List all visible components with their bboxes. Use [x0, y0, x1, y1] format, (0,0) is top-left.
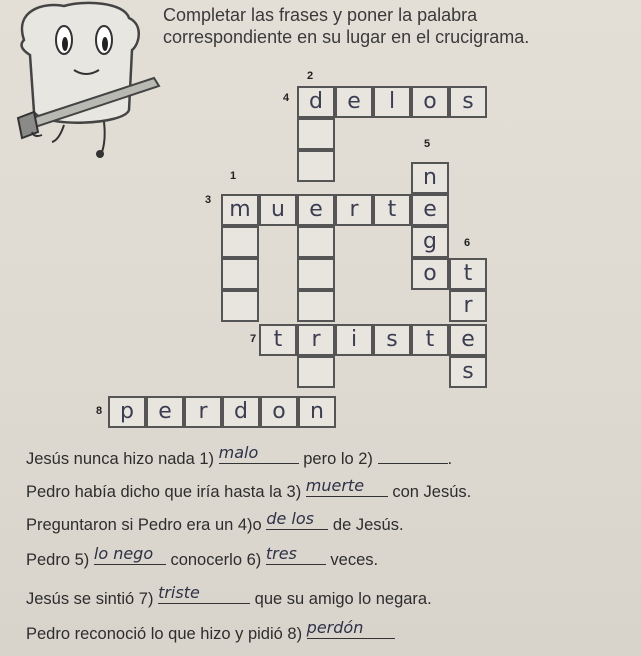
cell-letter: g — [423, 229, 437, 254]
cell-letter: r — [311, 327, 321, 352]
clue-number-8: 8 — [96, 405, 103, 417]
cell-letter: r — [349, 197, 359, 222]
sentence-text: . — [447, 450, 453, 468]
cell-letter: t — [273, 327, 283, 352]
cell-letter: o — [423, 261, 437, 286]
cell-letter: d — [309, 89, 323, 114]
cell-letter: u — [271, 197, 285, 222]
sentence-text: Pedro había dicho que iría hasta la 3) — [26, 483, 306, 501]
answer-blank-5[interactable] — [93, 544, 166, 565]
instructions-line-2: correspondiente en su lugar en el crucigrama. — [163, 27, 530, 47]
cell-letter: r — [198, 399, 208, 424]
clue-number-3: 3 — [205, 194, 212, 206]
cell[interactable] — [221, 226, 259, 258]
cell-letter: e — [309, 197, 323, 222]
sentence-text: pero lo 2) — [298, 450, 378, 468]
sentence-text: Pedro reconoció lo que hizo y pidió 8) — [26, 625, 307, 643]
cell[interactable] — [297, 150, 335, 182]
clue-number-7: 7 — [250, 333, 257, 345]
clue-number-6: 6 — [464, 237, 471, 249]
sentence-text: de Jesús. — [328, 516, 404, 534]
cell[interactable] — [221, 290, 259, 322]
cell-letter: i — [350, 327, 358, 352]
cell-letter: d — [234, 399, 248, 424]
answer-text: de los — [266, 509, 314, 528]
sentence-text: veces. — [325, 551, 379, 569]
cell-letter: o — [272, 399, 286, 424]
answer-text: perdón — [306, 618, 364, 637]
cell[interactable] — [297, 226, 335, 258]
cell-letter: r — [463, 293, 473, 318]
sentence-text: Preguntaron si Pedro era un 4)o — [26, 516, 267, 534]
sentence-text: Jesús nunca hizo nada 1) — [26, 450, 219, 468]
cell-letter: e — [461, 327, 475, 352]
clue-number-1: 1 — [230, 170, 237, 182]
answer-blank-4[interactable] — [266, 509, 328, 530]
sentence-text: Pedro 5) — [26, 551, 94, 569]
sentence-5 — [26, 544, 379, 570]
clue-number-5: 5 — [424, 138, 431, 150]
cell-letter: t — [463, 261, 473, 286]
cell[interactable] — [297, 356, 335, 388]
sentence-7 — [26, 583, 432, 609]
answer-blank-8[interactable] — [306, 618, 395, 639]
answer-text: tres — [265, 544, 297, 563]
cell-letter: e — [423, 197, 437, 222]
cell-letter: m — [229, 197, 251, 222]
answer-blank-7[interactable] — [158, 583, 250, 604]
sentence-1 — [26, 443, 453, 469]
cell-letter: e — [158, 399, 172, 424]
bread-mascot-illustration — [4, 0, 174, 165]
sentence-text: conocerlo 6) — [165, 551, 266, 569]
cell-letter: e — [347, 89, 361, 114]
sentence-3 — [26, 476, 472, 502]
cell-letter: t — [387, 197, 397, 222]
sentence-text: que su amigo lo negara. — [250, 590, 432, 608]
cell-letter: p — [120, 399, 134, 424]
cell[interactable] — [221, 258, 259, 290]
answer-text: lo nego — [93, 544, 154, 563]
cell-letter: n — [310, 399, 324, 424]
sentence-8 — [26, 618, 395, 644]
cell-letter: n — [423, 165, 437, 190]
answer-blank-6[interactable] — [265, 544, 326, 565]
answer-text: malo — [218, 443, 259, 462]
cell[interactable] — [297, 290, 335, 322]
answer-text: triste — [158, 583, 200, 602]
sentence-4 — [26, 509, 404, 535]
cell[interactable] — [297, 118, 335, 150]
clue-number-2: 2 — [307, 70, 314, 82]
instructions — [163, 4, 633, 48]
answer-blank-2[interactable] — [378, 463, 448, 464]
answer-blank-3[interactable] — [305, 476, 388, 497]
cell-letter: s — [462, 89, 474, 114]
clue-number-4: 4 — [283, 92, 290, 104]
cell-letter: s — [462, 359, 474, 384]
instructions-line-1: Completar las frases y poner la palabra — [163, 5, 478, 25]
answer-text: muerte — [305, 476, 365, 495]
sentence-text: con Jesús. — [387, 483, 472, 501]
sentence-text: Jesús se sintió 7) — [26, 590, 159, 608]
answer-blank-1[interactable] — [218, 443, 299, 464]
cell-letter: s — [386, 327, 398, 352]
cell[interactable] — [297, 258, 335, 290]
cell-letter: l — [388, 89, 396, 114]
cell-letter: o — [423, 89, 437, 114]
cell-letter: t — [425, 327, 435, 352]
